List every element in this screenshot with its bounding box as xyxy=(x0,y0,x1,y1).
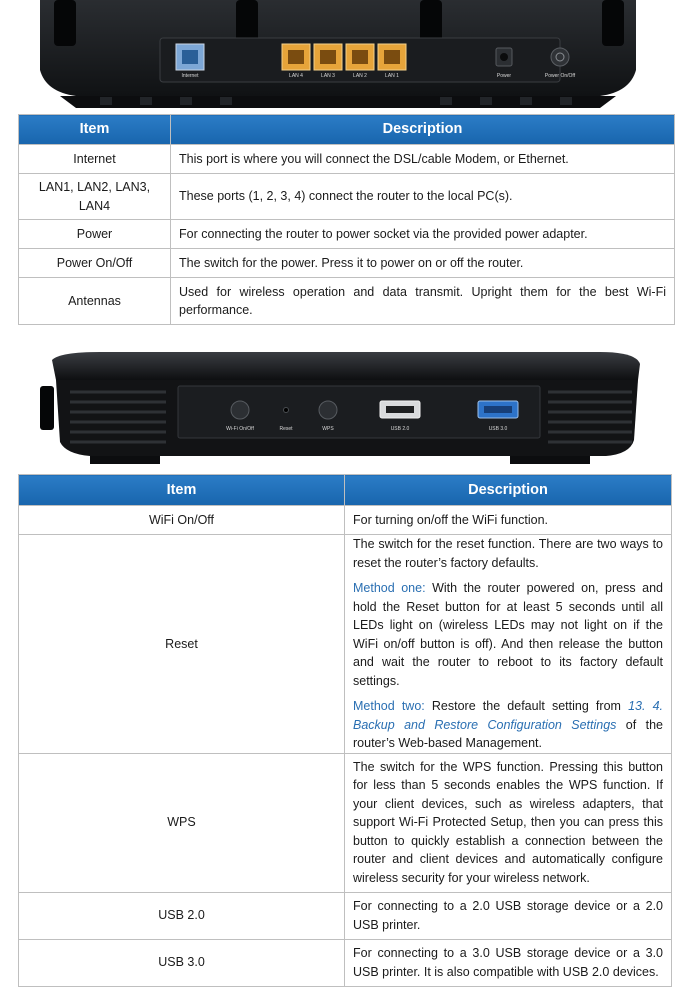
item-header: Item xyxy=(19,475,345,506)
row-item: Antennas xyxy=(19,278,171,325)
table-row xyxy=(19,220,675,249)
reset-method-two xyxy=(353,697,663,753)
lan4-port-label: LAN 4 xyxy=(289,73,303,79)
row-description: For connecting the router to power socket via the provided power adapter. xyxy=(171,220,675,249)
usb2-label: USB 2.0 xyxy=(390,426,410,432)
table-row xyxy=(19,535,672,754)
row-item: USB 2.0 xyxy=(19,892,345,939)
power-port-label: Power xyxy=(496,73,512,79)
method-two-label: Method two: xyxy=(353,699,425,713)
lan2-port-label: LAN 2 xyxy=(353,73,367,79)
method-two-tail: of the router’s Web-based Management. xyxy=(353,717,663,750)
row-description: Used for wireless operation and data transmit. Upright them for the best Wi-Fi performance. xyxy=(171,278,675,325)
row-item: USB 3.0 xyxy=(19,939,345,986)
table-row xyxy=(19,892,672,939)
router-side-panel-image xyxy=(40,350,640,470)
row-description: These ports (1, 2, 3, 4) connect the router to the local PC(s). xyxy=(171,174,675,220)
table-row xyxy=(19,506,672,535)
lan1-port-label: LAN 1 xyxy=(385,73,399,79)
table-row xyxy=(19,939,672,986)
method-one-label: Method one: xyxy=(353,581,426,595)
table-row xyxy=(19,753,672,892)
reset-intro: The switch for the reset function. There are two ways to reset the router’s factory defaults. xyxy=(353,537,663,570)
table-row xyxy=(19,249,675,278)
row-item: Reset xyxy=(19,535,345,754)
row-item: Internet xyxy=(19,145,171,174)
table-header-row xyxy=(19,475,672,506)
row-description: This port is where you will connect the DSL/cable Modem, or Ethernet. xyxy=(171,145,675,174)
backup-restore-link[interactable]: 13. 4. Backup and Restore Configuration Settings xyxy=(353,699,664,732)
reset-method-one xyxy=(353,579,663,690)
row-description: For turning on/off the WiFi function. xyxy=(345,506,672,535)
back-panel-table xyxy=(18,114,675,325)
power-onoff-label: Power On/Off xyxy=(544,73,576,79)
row-description: The switch for the WPS function. Pressing this button for less than 5 seconds enables the WPS function. If your client devices, such as wireless adapters, that support Wi-Fi Protected Setup, then you can press this button to quickly establish a connection between the router and client devices and automatically configure wireless security for your wireless network. xyxy=(345,753,672,892)
method-two-text: Restore the default setting from xyxy=(424,699,629,713)
lan3-port-label: LAN 3 xyxy=(321,73,335,79)
table-row xyxy=(19,278,675,325)
table-row xyxy=(19,174,675,220)
wps-label: WPS xyxy=(322,426,334,432)
side-panel-table xyxy=(18,474,672,987)
row-item: WPS xyxy=(19,753,345,892)
table-header-row xyxy=(19,115,675,145)
row-item: LAN1, LAN2, LAN3, LAN4 xyxy=(19,174,171,220)
row-description: For connecting to a 3.0 USB storage device or a 3.0 USB printer. It is also compatible with USB 2.0 devices. xyxy=(345,939,672,986)
reset-label: Reset xyxy=(279,426,293,432)
row-description xyxy=(345,535,672,754)
table-row xyxy=(19,145,675,174)
row-description: The switch for the power. Press it to power on or off the router. xyxy=(171,249,675,278)
method-one-text: With the router powered on, press and hold the Reset button for at least 5 seconds until all LEDs light on (wireless LEDs may not light on if the WiFi on/off button is off). And then release the button and wait the router to reboot to its factory default settings. xyxy=(353,581,663,688)
row-item: Power xyxy=(19,220,171,249)
wifi-onoff-label: Wi-Fi On/Off xyxy=(226,426,254,432)
row-description: For connecting to a 2.0 USB storage device or a 2.0 USB printer. xyxy=(345,892,672,939)
internet-port-label: Internet xyxy=(181,73,199,79)
item-header: Item xyxy=(19,115,171,145)
usb3-label: USB 3.0 xyxy=(488,426,508,432)
description-header: Description xyxy=(171,115,675,145)
description-header: Description xyxy=(345,475,672,506)
row-item: Power On/Off xyxy=(19,249,171,278)
row-item: WiFi On/Off xyxy=(19,506,345,535)
router-back-panel-image xyxy=(40,0,636,108)
